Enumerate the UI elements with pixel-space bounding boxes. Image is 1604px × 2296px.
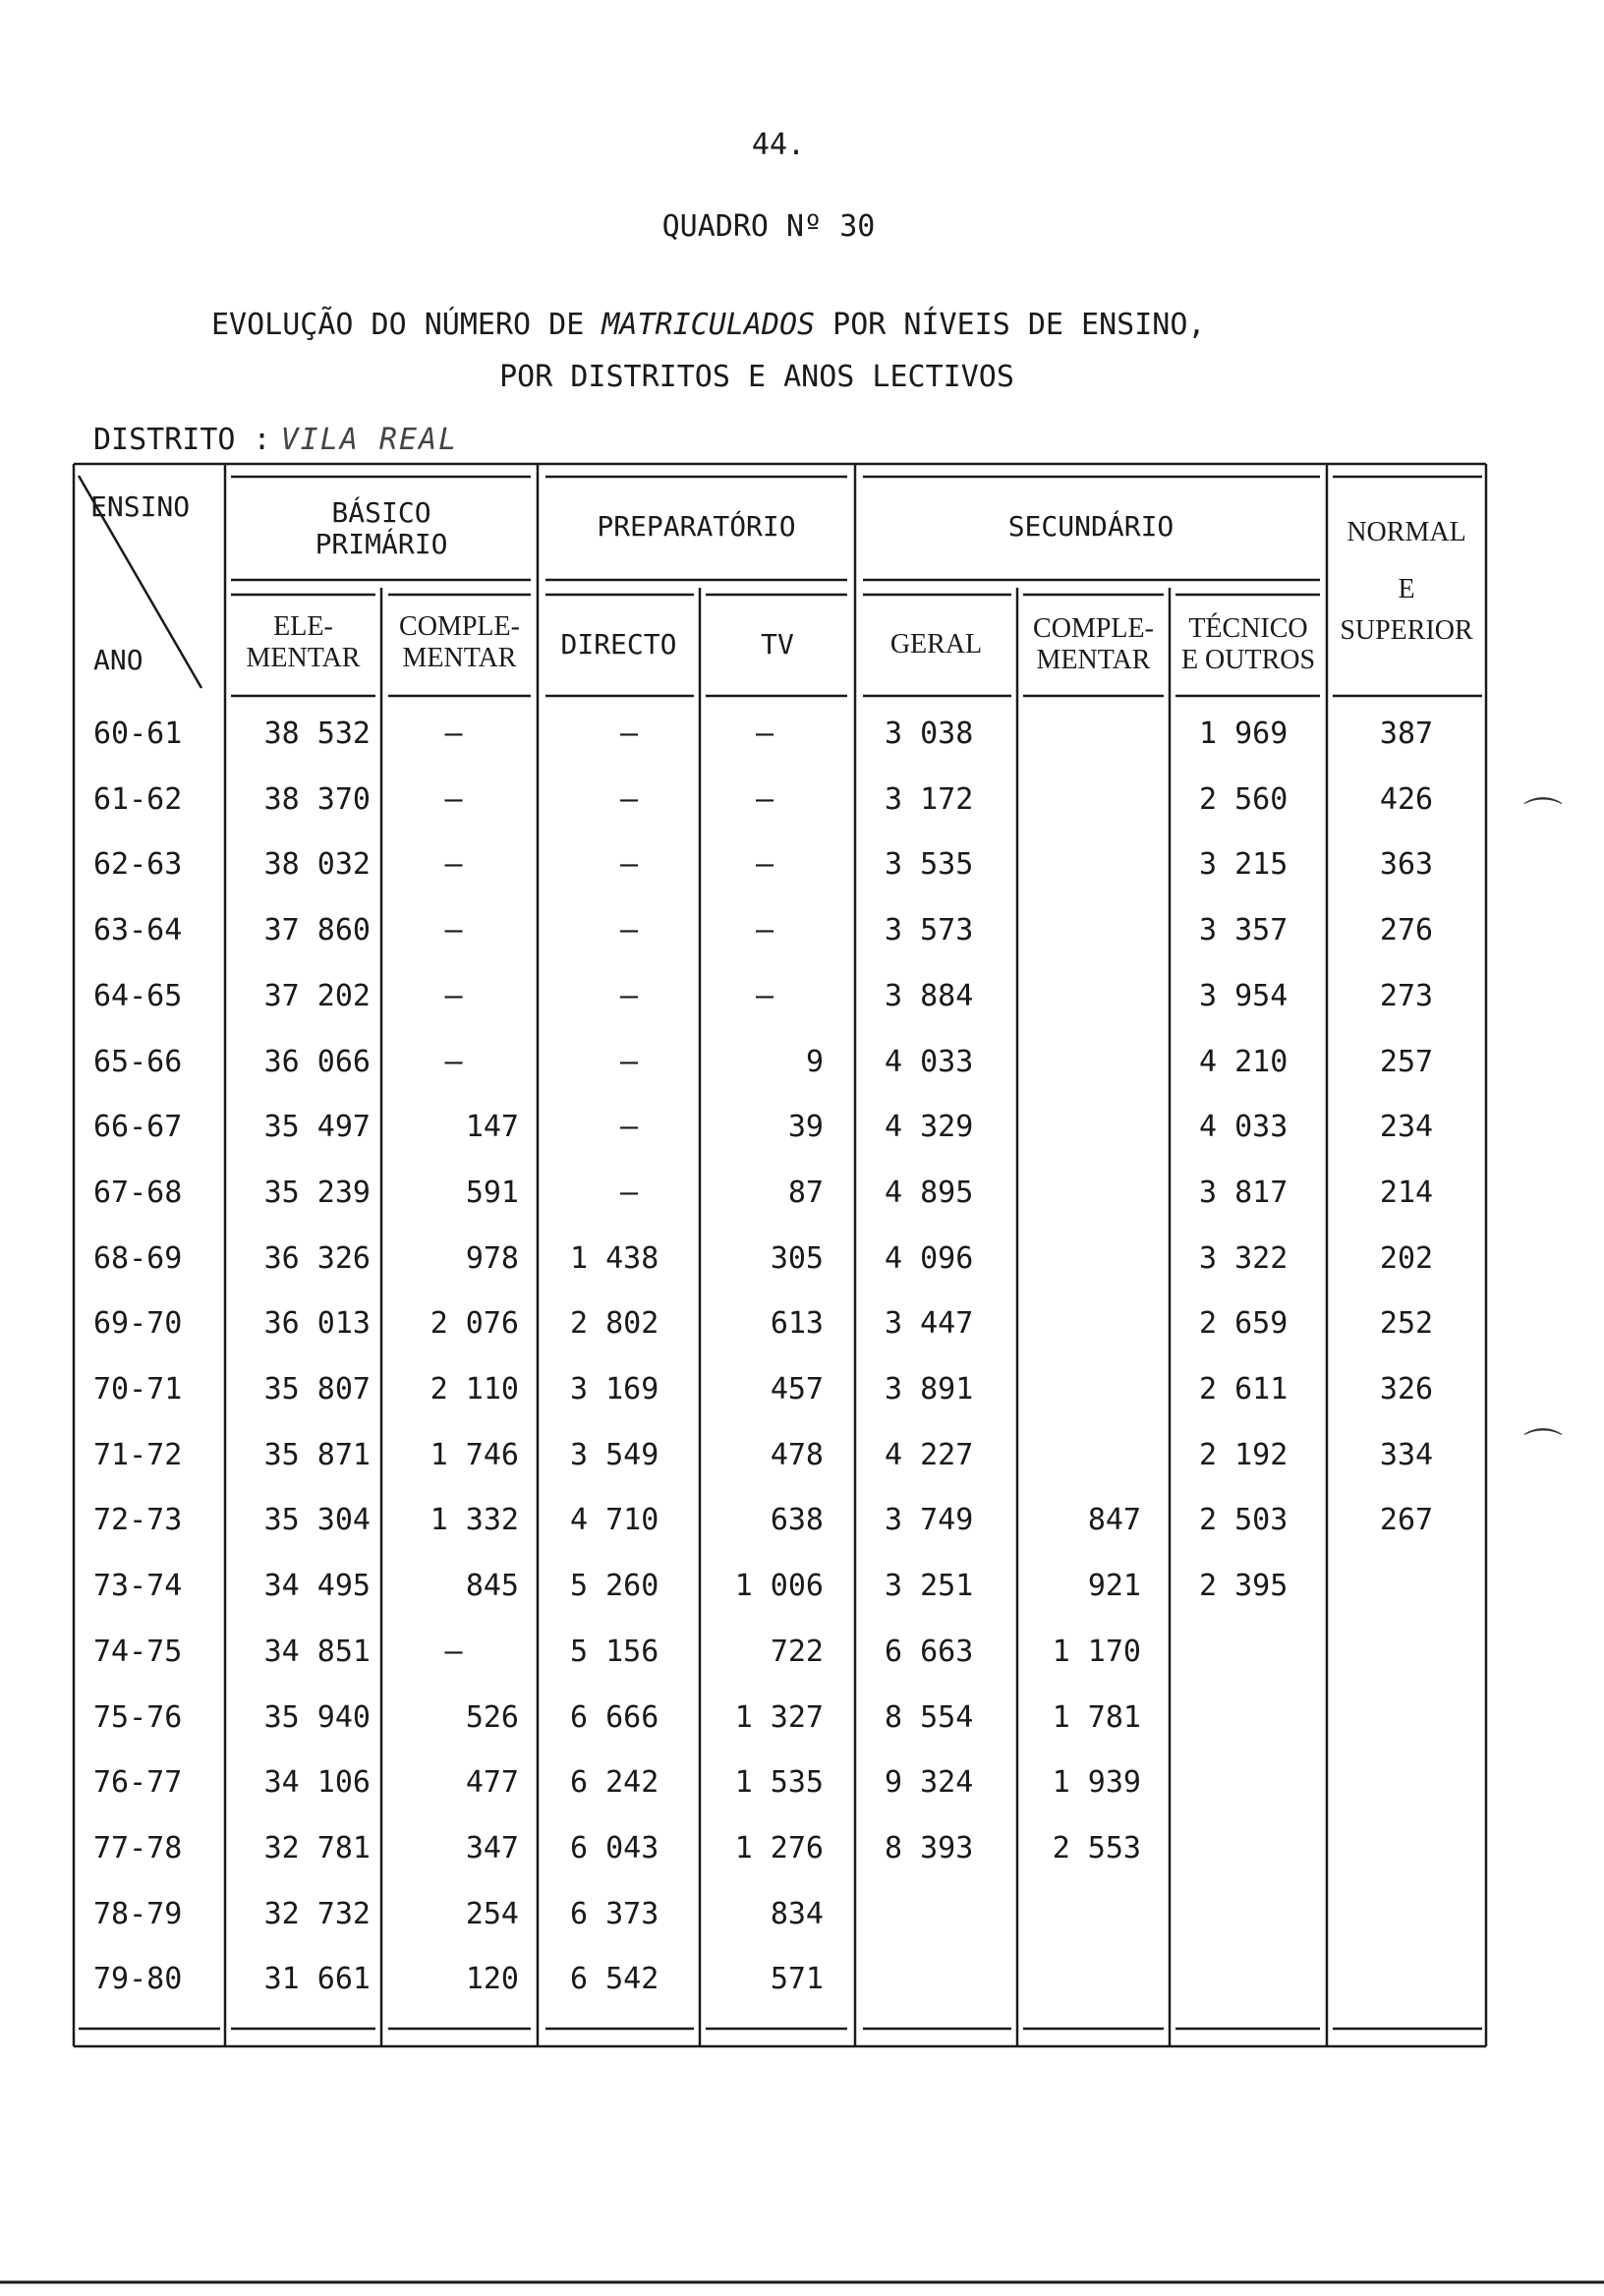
- cell-ano: 71-72: [93, 1437, 183, 1472]
- cell-directo: 2 802: [570, 1306, 659, 1342]
- cell-normal: 234: [1379, 1110, 1434, 1145]
- table-row: [0, 1227, 1604, 1292]
- cell-complementar: —: [444, 1044, 463, 1079]
- cell-elementar: 37 202: [263, 978, 371, 1013]
- page-number: 44.: [751, 128, 806, 162]
- cell-tecnico: 2 611: [1199, 1372, 1289, 1406]
- header-directo: DIRECTO: [560, 628, 677, 660]
- cell-elementar: 36 013: [263, 1306, 371, 1342]
- header-normal-line2: E: [1398, 574, 1415, 604]
- cell-complementar: —: [444, 847, 463, 883]
- cell-directo: —: [619, 1175, 639, 1210]
- header-complementar-line1: COMPLE-: [399, 611, 520, 642]
- cell-directo: 6 666: [570, 1699, 659, 1735]
- title-pre: EVOLUÇÃO DO NÚMERO DE: [211, 308, 602, 342]
- cell-elementar: 38 532: [263, 717, 371, 751]
- header-tecnico: [1170, 613, 1327, 676]
- cell-tecnico: 2 192: [1199, 1437, 1289, 1472]
- scan-mark: ⌒: [1523, 1426, 1563, 1471]
- header-sec-complementar: [1017, 613, 1170, 676]
- cell-directo: 5 260: [570, 1569, 659, 1604]
- cell-sec-complementar: 1 781: [1052, 1699, 1141, 1735]
- cell-normal: 202: [1379, 1240, 1434, 1276]
- cell-geral: [885, 1882, 1002, 1947]
- cell-complementar: 526: [465, 1699, 519, 1735]
- cell-complementar: 2 076: [430, 1306, 519, 1342]
- table-row: [0, 1292, 1604, 1356]
- cell-tv: 87: [787, 1175, 824, 1210]
- cell-geral: 3 884: [885, 978, 974, 1013]
- cell-directo: —: [619, 717, 639, 751]
- cell-normal: 334: [1379, 1437, 1434, 1472]
- cell-geral: 3 038: [885, 717, 974, 751]
- cell-elementar: 36 066: [263, 1044, 371, 1079]
- cell-directo: 5 156: [570, 1634, 659, 1669]
- cell-tecnico: 1 969: [1199, 717, 1289, 751]
- cell-normal: 276: [1379, 913, 1434, 948]
- header-sec-complementar-line2: MENTAR: [1036, 645, 1151, 675]
- cell-tecnico: [1199, 1751, 1317, 1815]
- cell-normal: 214: [1379, 1175, 1434, 1210]
- cell-elementar: 35 940: [263, 1699, 371, 1735]
- cell-complementar: 845: [465, 1569, 519, 1604]
- header-secundario: SECUNDÁRIO: [1007, 510, 1174, 543]
- cell-tv: —: [755, 781, 774, 817]
- cell-sec-complementar: 1 170: [1052, 1634, 1141, 1669]
- header-elementar-line2: MENTAR: [246, 643, 361, 673]
- cell-sec-complementar: 847: [1087, 1503, 1141, 1538]
- table-row: [0, 1816, 1604, 1881]
- cell-sec-complementar: 2 553: [1052, 1830, 1141, 1866]
- cell-tv: 1 276: [734, 1830, 824, 1866]
- table-row: [0, 1423, 1604, 1488]
- table-row: [0, 1686, 1604, 1751]
- cell-sec-complementar: [1023, 1947, 1141, 2012]
- cell-normal: 326: [1379, 1372, 1434, 1406]
- cell-normal: 252: [1379, 1306, 1434, 1342]
- cell-geral: 3 891: [885, 1372, 974, 1406]
- cell-tv: 457: [770, 1372, 824, 1406]
- cell-sec-complementar: [1023, 1227, 1141, 1292]
- title-emphasis: MATRICULADOS: [602, 308, 816, 342]
- cell-elementar: 38 032: [263, 847, 371, 883]
- cell-directo: 6 542: [570, 1962, 659, 1997]
- table-row: [0, 1554, 1604, 1619]
- cell-tv: 571: [770, 1962, 824, 1997]
- cell-complementar: 978: [465, 1240, 519, 1276]
- cell-directo: 1 438: [570, 1240, 659, 1276]
- cell-geral: 3 535: [885, 847, 974, 883]
- cell-sec-complementar: [1023, 768, 1141, 832]
- cell-elementar: 31 661: [263, 1962, 371, 1997]
- header-basico-line1: BÁSICO: [331, 496, 431, 529]
- header-complementar: [381, 611, 538, 674]
- cell-geral: 3 749: [885, 1503, 974, 1538]
- cell-normal: [1333, 1686, 1480, 1751]
- cell-elementar: 35 871: [263, 1437, 371, 1472]
- header-preparatorio: PREPARATÓRIO: [597, 510, 796, 543]
- cell-ano: 72-73: [93, 1503, 183, 1538]
- cell-ano: 70-71: [93, 1372, 183, 1406]
- cell-sec-complementar: [1023, 1292, 1141, 1356]
- header-tecnico-line2: E OUTROS: [1180, 645, 1316, 675]
- cell-normal: 363: [1379, 847, 1434, 883]
- cell-ano: 67-68: [93, 1175, 183, 1210]
- header-elementar: [225, 611, 381, 674]
- cell-ano: 63-64: [93, 913, 183, 948]
- cell-sec-complementar: [1023, 1161, 1141, 1226]
- cell-ano: 66-67: [93, 1110, 183, 1145]
- cell-tv: 1 535: [734, 1765, 824, 1801]
- cell-ano: 64-65: [93, 978, 183, 1013]
- cell-elementar: 35 304: [263, 1503, 371, 1538]
- cell-geral: 3 447: [885, 1306, 974, 1342]
- cell-complementar: —: [444, 717, 463, 751]
- cell-directo: 3 169: [570, 1372, 659, 1406]
- cell-geral: 4 033: [885, 1044, 974, 1079]
- cell-tv: 39: [787, 1110, 824, 1145]
- cell-normal: [1333, 1947, 1480, 2012]
- cell-sec-complementar: [1023, 964, 1141, 1029]
- cell-complementar: —: [444, 978, 463, 1013]
- title-post: POR NÍVEIS DE ENSINO,: [815, 308, 1206, 342]
- cell-geral: 3 251: [885, 1569, 974, 1604]
- cell-complementar: 147: [465, 1110, 519, 1145]
- cell-tecnico: 4 033: [1199, 1110, 1289, 1145]
- cell-tv: 478: [770, 1437, 824, 1472]
- cell-tecnico: 3 817: [1199, 1175, 1289, 1210]
- cell-normal: 426: [1379, 781, 1434, 817]
- table-row: [0, 1357, 1604, 1422]
- cell-directo: 6 373: [570, 1896, 659, 1931]
- header-tv: TV: [761, 628, 794, 660]
- cell-tecnico: 4 210: [1199, 1044, 1289, 1079]
- cell-elementar: 35 239: [263, 1175, 371, 1210]
- cell-normal: [1333, 1554, 1480, 1619]
- header-normal-superior: [1327, 517, 1486, 647]
- cell-elementar: 32 781: [263, 1830, 371, 1866]
- cell-tv: 9: [805, 1044, 824, 1079]
- cell-tecnico: 2 395: [1199, 1569, 1289, 1604]
- cell-ano: 79-80: [93, 1962, 183, 1997]
- cell-ano: 74-75: [93, 1634, 183, 1669]
- cell-elementar: 34 106: [263, 1765, 371, 1801]
- cell-normal: 267: [1379, 1503, 1434, 1538]
- cell-sec-complementar: 921: [1087, 1569, 1141, 1604]
- cell-elementar: 35 497: [263, 1110, 371, 1145]
- table-row: [0, 1620, 1604, 1685]
- cell-complementar: 1 332: [430, 1503, 519, 1538]
- cell-tv: 1 327: [734, 1699, 824, 1735]
- cell-normal: 387: [1379, 717, 1434, 751]
- table-row: [0, 1488, 1604, 1553]
- table-row: [0, 964, 1604, 1029]
- cell-complementar: 2 110: [430, 1372, 519, 1406]
- cell-elementar: 34 851: [263, 1634, 371, 1669]
- cell-directo: —: [619, 1110, 639, 1145]
- header-ano: ANO: [93, 644, 143, 676]
- table-row: [0, 768, 1604, 832]
- table-row: [0, 1947, 1604, 2012]
- cell-complementar: 254: [465, 1896, 519, 1931]
- cell-tv: 305: [770, 1240, 824, 1276]
- cell-elementar: 34 495: [263, 1569, 371, 1604]
- cell-complementar: —: [444, 1634, 463, 1669]
- scan-mark: ⌒: [1523, 795, 1563, 840]
- cell-directo: —: [619, 847, 639, 883]
- table-row: [0, 1095, 1604, 1160]
- cell-elementar: 38 370: [263, 781, 371, 817]
- table-row: [0, 832, 1604, 897]
- header-basico-primario: [225, 497, 538, 560]
- cell-geral: 4 895: [885, 1175, 974, 1210]
- table-row: [0, 1030, 1604, 1095]
- cell-tecnico: 3 954: [1199, 978, 1289, 1013]
- cell-directo: —: [619, 1044, 639, 1079]
- cell-directo: 3 549: [570, 1437, 659, 1472]
- cell-tecnico: [1199, 1816, 1317, 1881]
- table-row: [0, 702, 1604, 767]
- cell-geral: 3 172: [885, 781, 974, 817]
- cell-complementar: 591: [465, 1175, 519, 1210]
- cell-ano: 75-76: [93, 1699, 183, 1735]
- cell-tecnico: 3 322: [1199, 1240, 1289, 1276]
- cell-tv: 638: [770, 1503, 824, 1538]
- cell-tecnico: [1199, 1620, 1317, 1685]
- cell-tecnico: [1199, 1686, 1317, 1751]
- cell-ano: 60-61: [93, 717, 183, 751]
- cell-geral: 8 393: [885, 1830, 974, 1866]
- header-ensino: ENSINO: [90, 490, 191, 523]
- cell-directo: 6 043: [570, 1830, 659, 1866]
- cell-directo: —: [619, 913, 639, 948]
- cell-sec-complementar: [1023, 1423, 1141, 1488]
- cell-ano: 76-77: [93, 1765, 183, 1801]
- cell-geral: 6 663: [885, 1634, 974, 1669]
- cell-normal: 257: [1379, 1044, 1434, 1079]
- cell-tv: —: [755, 913, 774, 948]
- cell-ano: 65-66: [93, 1044, 183, 1079]
- cell-normal: [1333, 1816, 1480, 1881]
- cell-tecnico: 3 215: [1199, 847, 1289, 883]
- cell-complementar: 347: [465, 1830, 519, 1866]
- cell-tv: 1 006: [734, 1569, 824, 1604]
- cell-sec-complementar: [1023, 898, 1141, 963]
- cell-tecnico: 2 659: [1199, 1306, 1289, 1342]
- cell-tecnico: [1199, 1947, 1317, 2012]
- cell-geral: 4 329: [885, 1110, 974, 1145]
- cell-sec-complementar: 1 939: [1052, 1765, 1141, 1801]
- cell-tv: 613: [770, 1306, 824, 1342]
- cell-normal: 273: [1379, 978, 1434, 1013]
- header-complementar-line2: MENTAR: [402, 643, 517, 673]
- cell-sec-complementar: [1023, 1030, 1141, 1095]
- header-normal-line1: NORMAL: [1346, 517, 1466, 547]
- cell-tecnico: [1199, 1882, 1317, 1947]
- cell-geral: 4 227: [885, 1437, 974, 1472]
- cell-elementar: 32 732: [263, 1896, 371, 1931]
- header-sec-complementar-line1: COMPLE-: [1033, 613, 1154, 644]
- cell-elementar: 35 807: [263, 1372, 371, 1406]
- cell-directo: —: [619, 978, 639, 1013]
- cell-complementar: 120: [465, 1962, 519, 1997]
- cell-tecnico: 2 560: [1199, 781, 1289, 817]
- cell-normal: [1333, 1751, 1480, 1815]
- cell-tv: —: [755, 978, 774, 1013]
- cell-elementar: 37 860: [263, 913, 371, 948]
- cell-complementar: 477: [465, 1765, 519, 1801]
- cell-ano: 73-74: [93, 1569, 183, 1604]
- cell-tecnico: 3 357: [1199, 913, 1289, 948]
- cell-tv: —: [755, 717, 774, 751]
- cell-sec-complementar: [1023, 1095, 1141, 1160]
- cell-directo: 4 710: [570, 1503, 659, 1538]
- district-value: VILA REAL: [280, 423, 459, 457]
- table-row: [0, 1751, 1604, 1815]
- header-elementar-line1: ELE-: [273, 611, 333, 642]
- cell-elementar: 36 326: [263, 1240, 371, 1276]
- table-subtitle: POR DISTRITOS E ANOS LECTIVOS: [499, 360, 1014, 394]
- header-tecnico-line1: TÉCNICO: [1188, 613, 1308, 644]
- header-normal-line3: SUPERIOR: [1340, 615, 1473, 646]
- cell-geral: 8 554: [885, 1699, 974, 1735]
- cell-directo: —: [619, 781, 639, 817]
- cell-geral: 9 324: [885, 1765, 974, 1801]
- cell-sec-complementar: [1023, 1882, 1141, 1947]
- table-number: QUADRO Nº 30: [661, 209, 876, 244]
- cell-tv: 834: [770, 1896, 824, 1931]
- table-row: [0, 898, 1604, 963]
- cell-ano: 61-62: [93, 781, 183, 817]
- cell-geral: 4 096: [885, 1240, 974, 1276]
- cell-ano: 78-79: [93, 1896, 183, 1931]
- cell-ano: 77-78: [93, 1830, 183, 1866]
- cell-tv: 722: [770, 1634, 824, 1669]
- cell-geral: [885, 1947, 1002, 2012]
- district-label: DISTRITO :: [93, 423, 271, 457]
- cell-ano: 62-63: [93, 847, 183, 883]
- table-row: [0, 1161, 1604, 1226]
- header-basico-line2: PRIMÁRIO: [315, 528, 448, 560]
- header-geral: GERAL: [889, 629, 983, 660]
- table-row: [0, 1882, 1604, 1947]
- cell-normal: [1333, 1882, 1480, 1947]
- cell-ano: 68-69: [93, 1240, 183, 1276]
- cell-geral: 3 573: [885, 913, 974, 948]
- cell-complementar: —: [444, 781, 463, 817]
- cell-sec-complementar: [1023, 702, 1141, 767]
- cell-complementar: 1 746: [430, 1437, 519, 1472]
- cell-directo: 6 242: [570, 1765, 659, 1801]
- cell-tv: —: [755, 847, 774, 883]
- cell-sec-complementar: [1023, 832, 1141, 897]
- cell-complementar: —: [444, 913, 463, 948]
- cell-tecnico: 2 503: [1199, 1503, 1289, 1538]
- cell-sec-complementar: [1023, 1357, 1141, 1422]
- cell-ano: 69-70: [93, 1306, 183, 1342]
- cell-normal: [1333, 1620, 1480, 1685]
